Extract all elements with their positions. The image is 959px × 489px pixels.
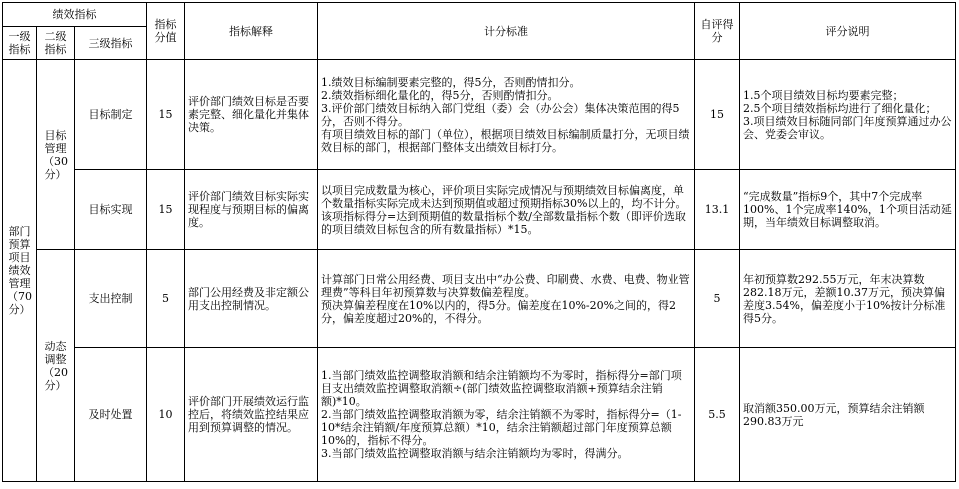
header-note: 评分说明: [740, 3, 956, 60]
header-score: 指标分值: [147, 3, 185, 60]
indicator-name: 支出控制: [75, 250, 147, 348]
standard-line: 3.当部门绩效监控调整取消额与结余注销额均为零时，得满分。: [321, 447, 629, 460]
score-note: [740, 60, 956, 170]
score-standard: [318, 170, 695, 250]
indicator-score: 15: [147, 170, 185, 250]
indicator-name: 目标实现: [75, 170, 147, 250]
indicator-score: 5: [147, 250, 185, 348]
score-standard: [318, 348, 695, 482]
note-line: 取消额350.00万元，预算结余注销额290.83万元: [743, 401, 925, 428]
performance-evaluation-table: [2, 2, 956, 482]
self-score: 5.5: [695, 348, 740, 482]
standard-line: 计算部门日常公用经费、项目支出中“办公费、印刷费、水费、电费、物业管理费”等科目年初预算数与决算数偏差程度。: [321, 272, 690, 299]
indicator-name: 及时处置: [75, 348, 147, 482]
note-line: 年初预算数292.55万元，年末决算数282.18万元，差额10.37万元，预决算偏差度3.54%，偏差度小于10%按计分标准得5分。: [743, 272, 946, 325]
indicator-score: 10: [147, 348, 185, 482]
note-line: 2.5个项目绩效指标均进行了细化量化；: [743, 101, 937, 115]
score-standard: [318, 60, 695, 170]
indicator-name: 目标制定: [75, 60, 147, 170]
standard-line: 以项目完成数量为核心，评价项目实际完成情况与预期绩效目标偏离度，单个数量指标实际完成未达到预期值或超过预期指标30%以上的，均不计分。该项指标得分=达到预期值的数量指标个数/全部数量指标个数（即评价选取的项目绩效目标包含的所有数量指标）*15。: [321, 183, 687, 236]
standard-line: 3.评价部门绩效目标纳入部门党组（委）会（办公会）集体决策范围的得5分，否则不得分。: [321, 101, 680, 128]
indicator-score: 15: [147, 60, 185, 170]
score-note: [740, 250, 956, 348]
standard-line: 2.当部门绩效监控调整取消额为零，结余注销额不为零时，指标得分=（1-10*结余注销额/年度预算总额）*10，结余注销额超过部门年度预算总额10%的，指标不得分。: [321, 408, 682, 447]
self-score: 15: [695, 60, 740, 170]
score-standard: [318, 250, 695, 348]
note-line: “完成数量”指标9个，其中7个完成率100%、1个完成率140%，1个项目活动延期，当年绩效目标调整取消。: [743, 190, 952, 229]
note-line: 3.项目绩效目标随同部门年度预算通过办公会、党委会审议。: [743, 114, 952, 141]
standard-line: 有项目绩效目标的部门（单位），根据项目绩效目标编制质量打分，无项目绩效目标的部门，根据部门整体支出绩效目标打分。: [321, 127, 690, 154]
header-self-score: 自评得分: [695, 3, 740, 60]
level1-indicator: 部门预算项目绩效管理（70分）: [3, 60, 37, 482]
note-line: 1.5个项目绩效目标均要素完整；: [743, 88, 904, 102]
self-score: 13.1: [695, 170, 740, 250]
score-note: [740, 348, 956, 482]
header-standard: 计分标准: [318, 3, 695, 60]
standard-line: 1.绩效目标编制要素完整的，得5分，否则酌情扣分。: [321, 75, 581, 89]
header-level1: 一级指标: [3, 27, 37, 60]
standard-line: 1.当部门绩效监控调整取消额和结余注销额均不为零时，指标得分=部门项目支出绩效监控调整取消额÷(部门绩效监控调整取消额+预算结余注销额)*10。: [321, 369, 682, 408]
indicator-explain: 部门公用经费及非定额公用支出控制情况。: [185, 250, 318, 348]
standard-line: 2.绩效指标细化量化的，得5分，否则酌情扣分。: [321, 88, 559, 102]
indicator-explain: 评价部门开展绩效运行监控后，将绩效监控结果应用到预算调整的情况。: [185, 348, 318, 482]
header-explain: 指标解释: [185, 3, 318, 60]
level2-dynamic-adjustment: 动态调整（20分）: [37, 250, 75, 482]
self-score: 5: [695, 250, 740, 348]
score-note: [740, 170, 956, 250]
standard-line: 预决算偏差程度在10%以内的，得5分。偏差度在10%-20%之间的，得2分，偏差度超过20%的，不得分。: [321, 298, 677, 325]
indicator-explain: 评价部门绩效目标是否要素完整、细化量化并集体决策。: [185, 60, 318, 170]
indicator-explain: 评价部门绩效目标实际实现程度与预期目标的偏离度。: [185, 170, 318, 250]
header-level3: 三级指标: [75, 27, 147, 60]
header-indicator-group: 绩效指标: [3, 3, 147, 27]
level2-goal-management: 目标管理（30分）: [37, 60, 75, 250]
header-level2: 二级指标: [37, 27, 75, 60]
